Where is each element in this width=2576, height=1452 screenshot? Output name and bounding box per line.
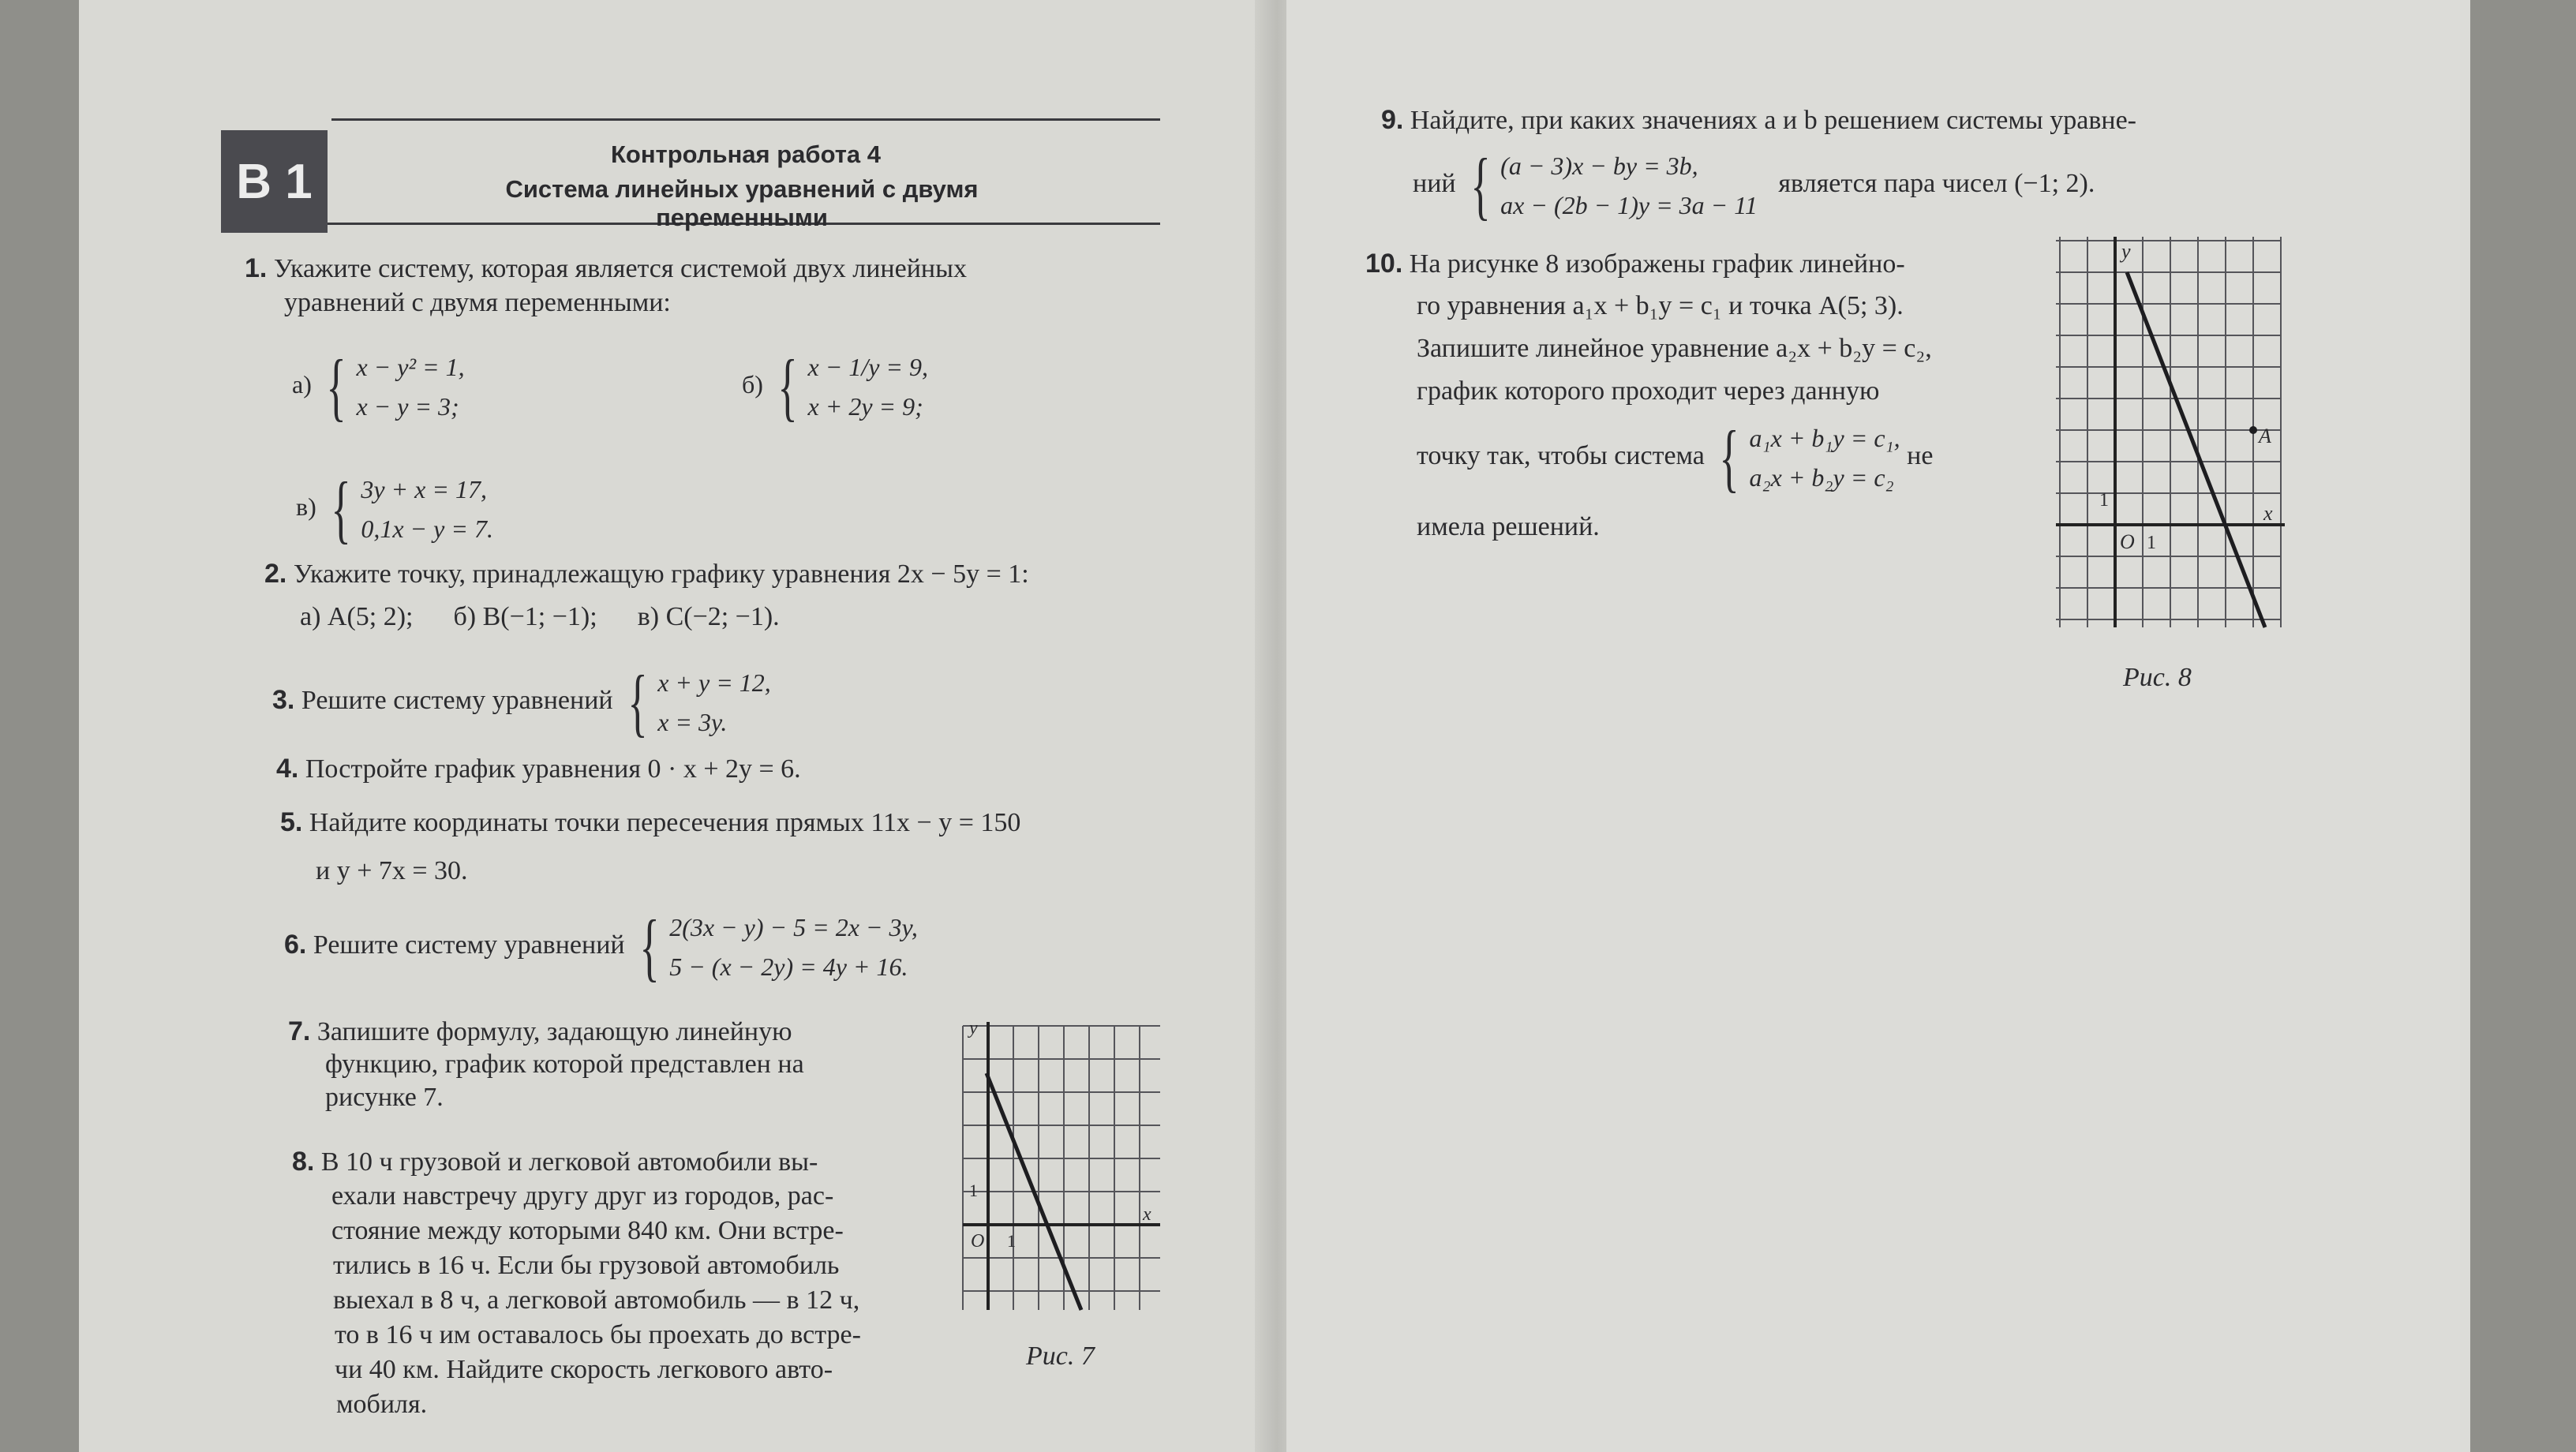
task-2-options: а) A(5; 2); б) B(−1; −1); в) C(−2; −1).: [300, 602, 780, 631]
origin-label: O: [2120, 530, 2135, 553]
task-text: На рисунке 8 изображены график линейно-: [1409, 249, 1905, 279]
task-text: В 10 ч грузовой и легковой автомобили вы-: [320, 1147, 818, 1177]
equation: 0,1x − y = 7.: [361, 515, 493, 543]
task-number: 2.: [264, 559, 287, 589]
option-label: б): [742, 369, 763, 399]
task-number: 9.: [1381, 105, 1404, 135]
figure-7-graph: [955, 1018, 1168, 1318]
equation: 2(3x − y) − 5 = 2x − 3y,: [669, 913, 918, 941]
task-number: 4.: [276, 754, 299, 784]
task-5-line-2: и y + 7x = 30.: [316, 856, 468, 885]
option-label: а): [292, 369, 312, 399]
task-text: Найдите координаты точки пересечения прямых 11x − y = 150: [309, 808, 1021, 837]
figure-8-grid: [2056, 237, 2281, 627]
equation: x − 1/y = 9,: [807, 353, 928, 381]
task-text: Укажите точку, принадлежащую графику уравнения 2x − 5y = 1:: [293, 559, 1029, 589]
task-text: Укажите систему, которая является системой двух линейных: [273, 254, 967, 283]
task-8: [292, 1144, 818, 1180]
equation-system: { (a − 3)x − by = 3b, ax − (2b − 1)y = 3a − 11: [1470, 143, 1758, 227]
figure-8-caption: Рис. 8: [2123, 663, 2192, 692]
work-subtitle: Система линейных уравнений с двумя переменными: [505, 175, 979, 231]
task-8-line: то в 16 ч им оставалось бы проехать до встре-: [335, 1320, 861, 1349]
point-a-label: A: [2259, 425, 2271, 447]
task-text: точку так, чтобы система: [1417, 440, 1705, 470]
task-1-option-b: [742, 344, 928, 428]
equation: ax − (2b − 1)y = 3a − 11: [1500, 191, 1758, 219]
equation-system: { 2(3x − y) − 5 = 2x − 3y, 5 − (x − 2y) = 4y + 16.: [639, 904, 918, 989]
equation: x + 2y = 9;: [807, 392, 923, 421]
point-a-marker: [2249, 426, 2257, 434]
y-axis-label: y: [969, 1018, 978, 1038]
task-1-line-2: уравнений с двумя переменными:: [284, 288, 671, 317]
task-4: [276, 751, 801, 787]
task-number: 8.: [292, 1147, 315, 1177]
task-text: не: [1907, 440, 1934, 470]
header-top-rule: [331, 118, 1160, 121]
y-unit-label: 1: [969, 1181, 978, 1200]
origin-label: O: [971, 1231, 985, 1252]
x-unit-label: 1: [1007, 1231, 1016, 1251]
task-1-option-a: [292, 344, 465, 428]
equation-line: [2127, 272, 2265, 627]
equation-system: { x + y = 12, x = 3y.: [627, 660, 771, 744]
task-8-line: тились в 16 ч. Если бы грузовой автомобиль: [333, 1251, 840, 1280]
task-10: [1365, 246, 1905, 282]
x-unit-label: 1: [2147, 533, 2156, 553]
task-3: [272, 660, 771, 744]
task-text: является пара чисел (−1; 2).: [1778, 168, 2095, 198]
equation-system: { a₁x + b₁y = c₁, a₂x + b₂y = c₂: [1719, 415, 1900, 500]
task-number: 3.: [272, 684, 295, 715]
figure-8-graph: [2052, 233, 2289, 635]
y-axis-label: y: [2121, 240, 2131, 263]
option-label: в): [296, 492, 316, 521]
task-1-option-c: [296, 466, 493, 551]
work-title: Контрольная работа 4: [610, 140, 882, 168]
equation: 5 − (x − 2y) = 4y + 16.: [669, 952, 908, 981]
equation: 3y + x = 17,: [361, 475, 487, 503]
variant-badge: В 1: [221, 130, 328, 233]
task-9-system: [1413, 143, 2095, 227]
equation: x + y = 12,: [657, 668, 771, 697]
task-8-line: мобиля.: [336, 1390, 428, 1419]
task-10-line: график которого проходит через данную: [1417, 376, 1880, 406]
task-text: ний: [1413, 168, 1456, 198]
task-8-line: выехал в 8 ч, а легковой автомобиль — в 12 ч,: [333, 1285, 860, 1315]
equation: (a − 3)x − by = 3b,: [1500, 152, 1698, 180]
equation-system: { x − y² = 1, x − y = 3;: [326, 344, 465, 428]
task-text: Решите систему уравнений: [301, 685, 613, 715]
task-text: Запишите формулу, задающую линейную: [316, 1017, 792, 1046]
y-unit-label: 1: [2099, 490, 2109, 511]
task-10-line: Запишите линейное уравнение a₂x + b₂y = c₂,: [1417, 334, 1932, 363]
figure-7-caption: Рис. 7: [1026, 1342, 1095, 1371]
x-axis-label: x: [2263, 502, 2273, 525]
task-9: [1381, 103, 2136, 138]
task-10-line: го уравнения a₁x + b₁y = c₁ и точка A(5; 3).: [1417, 291, 1904, 320]
task-8-line: стояние между которыми 840 км. Они встре-: [331, 1216, 844, 1245]
equation: a₂x + b₂y = c₂: [1749, 463, 1894, 492]
equation: a₁x + b₁y = c₁,: [1749, 424, 1900, 452]
task-number: 10.: [1365, 249, 1403, 279]
equation: x − y = 3;: [356, 392, 459, 421]
task-7-line-2: функцию, график которой представлен на: [325, 1050, 804, 1079]
equation-system: { 3y + x = 17, 0,1x − y = 7.: [331, 466, 493, 551]
equation: x − y² = 1,: [356, 353, 465, 381]
figure-7-grid: [963, 1026, 1160, 1310]
task-number: 1.: [245, 253, 268, 283]
task-text: Найдите, при каких значениях a и b решением системы уравне-: [1410, 106, 2137, 135]
task-text: Постройте график уравнения 0 · x + 2y = 6.: [305, 754, 801, 784]
task-1: [245, 251, 967, 286]
task-8-line: чи 40 км. Найдите скорость легкового авто-: [335, 1355, 833, 1384]
task-6: [284, 904, 918, 989]
task-number: 6.: [284, 929, 307, 960]
task-2: [264, 556, 1029, 592]
task-7: [288, 1014, 792, 1050]
equation: x = 3y.: [657, 708, 728, 736]
task-number: 5.: [280, 807, 303, 837]
task-text: Решите систему уравнений: [313, 930, 625, 960]
task-5: [280, 805, 1020, 840]
equation-system: { x − 1/y = 9, x + 2y = 9;: [777, 344, 928, 428]
task-10-system-line: [1417, 415, 1934, 500]
task-8-line: ехали навстречу другу друг из городов, рас-: [331, 1181, 834, 1211]
task-7-line-3: рисунке 7.: [325, 1083, 444, 1112]
task-number: 7.: [288, 1016, 311, 1046]
x-axis-label: x: [1143, 1204, 1151, 1225]
task-10-line: имела решений.: [1417, 512, 1600, 541]
